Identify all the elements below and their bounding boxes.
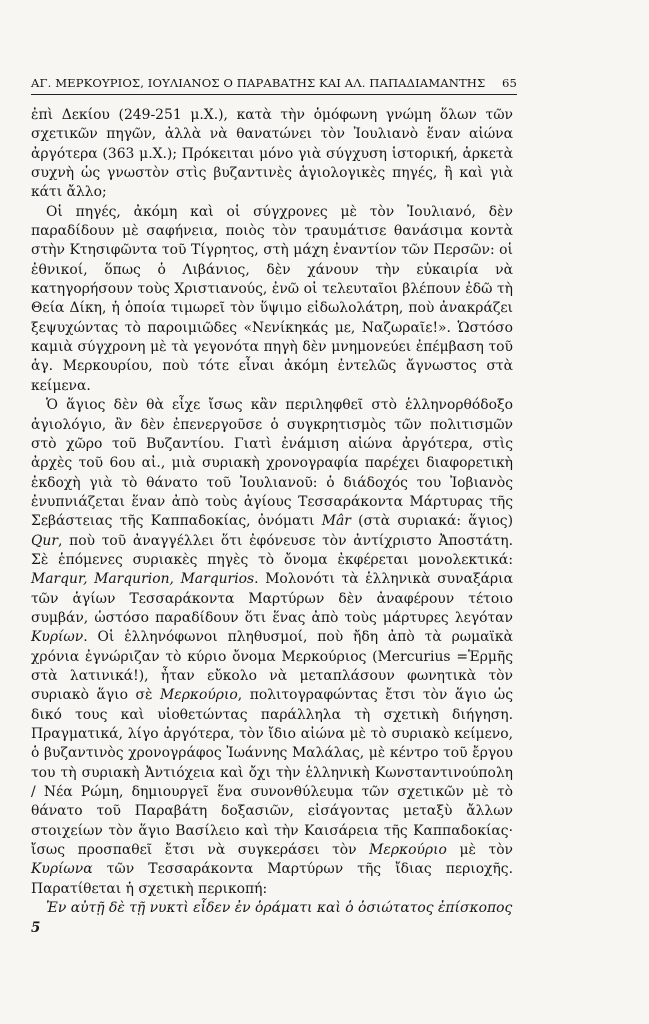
italic-text: Marqur, Marqurion, Marqurios [31, 571, 255, 588]
paragraph [31, 203, 513, 396]
italic-text: Ἐν αὐτῇ δὲ τῇ νυκτὶ εἶδεν ἐν ὁράματι καὶ ὁ ὁσιώτατος ἐπίσκοπος [46, 900, 513, 917]
italic-text: Μερκούριο [160, 687, 238, 704]
paragraph [31, 899, 513, 918]
italic-text: Qur [31, 532, 58, 549]
page-number: 65 [502, 76, 517, 90]
text-run: (στὰ συριακά: ἅγιος) [350, 513, 513, 530]
italic-text: Κυρίωνα [31, 861, 93, 878]
italic-text: Μερκούριο [369, 842, 447, 859]
running-head [31, 76, 517, 95]
paragraph [31, 106, 513, 203]
italic-text: Κυρίων [31, 629, 84, 646]
italic-text: Mâr [321, 513, 351, 530]
running-title: ΑΓ. ΜΕΡΚΟΥΡΙΟΣ, ΙΟΥΛΙΑΝΟΣ Ο ΠΑΡΑΒΑΤΗΣ ΚΑΙ ΑΛ. ΠΑΠΑΔΙΑΜΑΝΤΗΣ [31, 76, 486, 90]
text-run: Ὁ ἅγιος δὲν θὰ εἶχε ἴσως κἂν περιληφθεῖ στὸ ἑλληνορθόδοξο ἁγιολόγιο, ἂν δὲν ἐπενεργοῦσε ὁ συγκρητισμὸς τῶν πολιτισμῶν στὸ χῶρο τοῦ Βυζαντίου. Γιατὶ ἐνάμιση αἰώνα ἀργότερα, στὶς ἀρχὲς τοῦ 6ου αἰ., μιὰ συριακὴ χρονογραφία παρέχει διαφορετικὴ ἐκδοχὴ γιὰ τὸ θάνατο τοῦ Ἰουλιανοῦ: ὁ διάδοχός του Ἰοβιανὸς ἐνυπνιάζεται ἕναν ἀπὸ τοὺς ἁγίους Τεσσαράκοντα Μάρτυρας τῆς Σεβάστειας τῆς Καππαδοκίας, ὀνόματι [31, 397, 513, 530]
text-run: . Οἱ ἑλληνόφωνοι πληθυσμοί, ποὺ ἤδη ἀπὸ τὰ ρωμαϊκὰ χρόνια ἐγνώριζαν τὸ κύριο ὄνομα Μερκούριος (Mercurius =Ἑρμῆς στὰ λατινικά!), ἦταν εὔκολο νὰ μεταπλάσουν φωνητικὰ τὸν συριακὸ ἅγιο σὲ [31, 629, 513, 704]
text-run: . Μολονότι τὰ ἑλληνικὰ συναξάρια τῶν ἁγίων Τεσσαράκοντα Μαρτύρων δὲν ἀναφέρουν τέτοιο συμβάν, ὡστόσο παραδίδουν ὅτι ἕνας ἀπὸ τοὺς μάρτυρες λεγόταν [31, 571, 513, 626]
text-run: μὲ τὸν [446, 842, 513, 859]
text-run: , ποὺ τοῦ ἀναγγέλλει ὅτι ἐφόνευσε τὸν ἀντίχριστο Ἀποστάτη. Σὲ ἑπόμενες συριακὲς πηγὲς τὸ ὄνομα ἐκφέρεται μονολεκτικά: [31, 532, 513, 568]
signature-mark: 5 [31, 920, 41, 936]
text-run: τῶν Τεσσαράκοντα Μαρτύρων τῆς ἴδιας περιοχῆς. Παρατίθεται ἡ σχετικὴ περικοπή: [31, 861, 513, 897]
text-run: ἐπὶ Δεκίου (249-251 μ.Χ.), κατὰ τὴν ὁμόφωνη γνώμη ὅλων τῶν σχετικῶν πηγῶν, ἀλλὰ νὰ θανατώνει τὸν Ἰουλιανὸ ἕναν αἰώνα ἀργότερα (363 μ.Χ.); Πρόκειται μόνο γιὰ σύγχυση ἱστορική, ἀρκετὰ συχνὴ ὡς γνωστὸν στὶς βυζαντινὲς ἁγιολογικὲς πηγές, ἢ καὶ γιὰ κάτι ἄλλο; [31, 107, 513, 201]
text-run: Οἱ πηγές, ἀκόμη καὶ οἱ σύγχρονες μὲ τὸν Ἰουλιανό, δὲν παραδίδουν μὲ σαφήνεια, ποιὸς τὸν τραυμάτισε θανάσιμα κοντὰ στὴν Κτησιφῶντα τοῦ Τίγρητος, στὴ μάχη ἐναντίον τῶν Περσῶν: οἱ ἐθνικοί, ὅπως ὁ Λιβάνιος, δὲν χάνουν τὴν εὐκαιρία νὰ κατηγορήσουν τοὺς Χριστιανούς, ἐνῶ οἱ τελευταῖοι βλέπουν ἐδῶ τὴ Θεία Δίκη, ἡ ὁποία τιμωρεῖ τὸν ὕψιμο εἰδωλολάτρη, ποὺ ἀνακράζει ξεψυχώντας τὸ παροιμιῶδες «Νενίκηκάς με, Ναζωραῖε!». Ὡστόσο καμιὰ σύγχρονη μὲ τὰ γεγονότα πηγὴ δὲν μνημονεύει ἐπέμβαση τοῦ ἁγ. Μερκουρίου, ποὺ τότε εἶναι ἀκόμη ἐντελῶς ἄγνωστος στὰ κείμενα. [31, 203, 513, 394]
body-text [31, 106, 513, 918]
text-run: , πολιτογραφώντας ἔτσι τὸν ἅγιο ὡς δικό τους καὶ υἱοθετώντας παράλληλα τὴ σχετικὴ διήγηση. Πραγματικά, λίγο ἀργότερα, τὸν ἴδιο αἰώνα μὲ τὸ συριακὸ κείμενο, ὁ βυζαντινὸς χρονογράφος Ἰωάννης Μαλάλας, μὲ κέντρο τοῦ ἔργου του τὴ συριακὴ Ἀντιόχεια καὶ ὄχι τὴν ἑλληνικὴ Κωνσταντινούπολη / Νέα Ρώμη, δημιουργεῖ ἕνα συνονθύλευμα τῶν σχετικῶν μὲ τὸ θάνατο τοῦ Παραβάτη δοξασιῶν, εἰσάγοντας μεταξὺ ἄλλων στοιχείων τὸν ἅγιο Βασίλειο καὶ τὴν Καισάρεια τῆς Καππαδοκίας· ἴσως προσπαθεῖ ἔτσι νὰ συγκεράσει τὸν [31, 687, 513, 859]
paragraph [31, 396, 513, 899]
